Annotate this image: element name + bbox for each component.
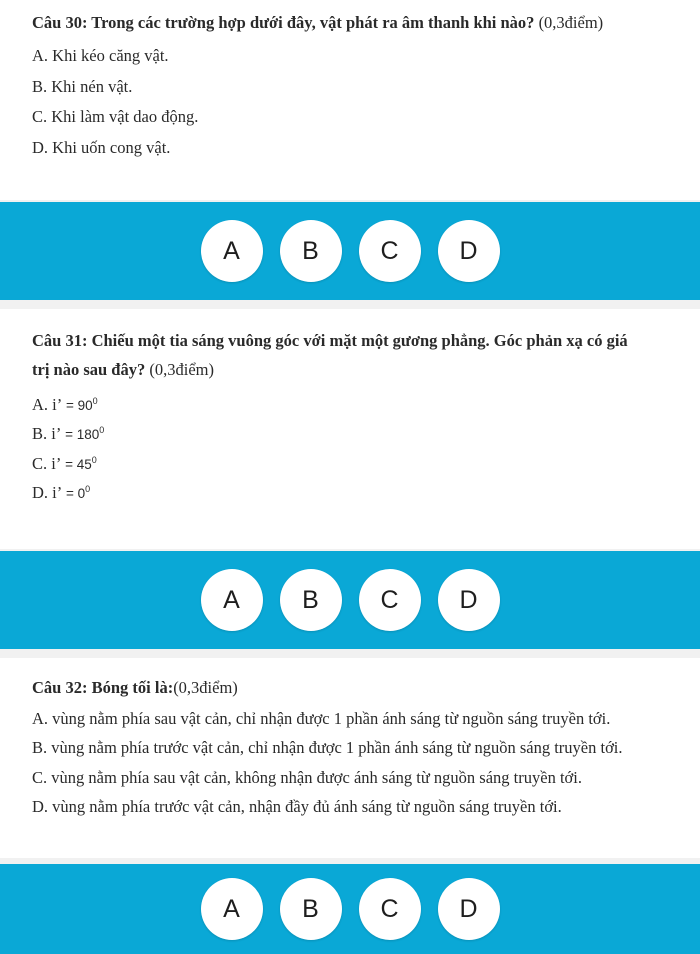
- option-d: D. i’ = $0^0$: [32, 483, 91, 502]
- answer-c-button[interactable]: C: [359, 220, 421, 282]
- answer-d-button[interactable]: D: [438, 220, 500, 282]
- answer-bar-32: [0, 864, 700, 954]
- answer-a-button[interactable]: A: [201, 220, 263, 282]
- question-text: Câu 32: Bóng tối là:(0,3điểm): [32, 678, 238, 697]
- option-c: C. Khi làm vật dao động.: [32, 107, 199, 126]
- option-a: A. Khi kéo căng vật.: [32, 46, 169, 65]
- answer-d-button[interactable]: D: [438, 569, 500, 631]
- question-text: Câu 30: Trong các trường hợp dưới đây, vật phát ra âm thanh khi nào? (0,3điểm): [32, 13, 604, 32]
- answer-bar-30: [0, 202, 700, 300]
- answer-b-button[interactable]: B: [280, 220, 342, 282]
- option-b: B. Khi nén vật.: [32, 77, 133, 96]
- answer-c-button[interactable]: C: [359, 878, 421, 940]
- question-text-line2: trị nào sau đây? (0,3điểm): [32, 360, 214, 379]
- question-card-30: [0, 0, 700, 200]
- answer-bar-31: [0, 551, 700, 649]
- answer-a-button[interactable]: A: [201, 569, 263, 631]
- option-a: A. vùng nằm phía sau vật cản, chỉ nhận được 1 phần ánh sáng từ nguồn sáng truyền tới.: [32, 709, 611, 728]
- option-a: A. i’ = $90^0$: [32, 395, 98, 414]
- answer-b-button[interactable]: B: [280, 878, 342, 940]
- answer-b-button[interactable]: B: [280, 569, 342, 631]
- option-b: B. vùng nằm phía trước vật cản, chỉ nhận được 1 phần ánh sáng từ nguồn sáng truyền tới.: [32, 738, 623, 757]
- question-card-31: [0, 309, 700, 549]
- option-d: D. Khi uốn cong vật.: [32, 138, 171, 157]
- answer-a-button[interactable]: A: [201, 878, 263, 940]
- option-c: C. i’ = $45^0$: [32, 454, 97, 473]
- question-text: Câu 31: Chiếu một tia sáng vuông góc với mặt một gương phẳng. Góc phản xạ có giá: [32, 331, 628, 350]
- option-c: C. vùng nằm phía sau vật cản, không nhận được ánh sáng từ nguồn sáng truyền tới.: [32, 768, 582, 787]
- question-card-32: [0, 658, 700, 858]
- answer-c-button[interactable]: C: [359, 569, 421, 631]
- option-d: D. vùng nằm phía trước vật cản, nhận đầy đủ ánh sáng từ nguồn sáng truyền tới.: [32, 797, 562, 816]
- option-b: B. i’ = $180^0$: [32, 424, 105, 443]
- answer-d-button[interactable]: D: [438, 878, 500, 940]
